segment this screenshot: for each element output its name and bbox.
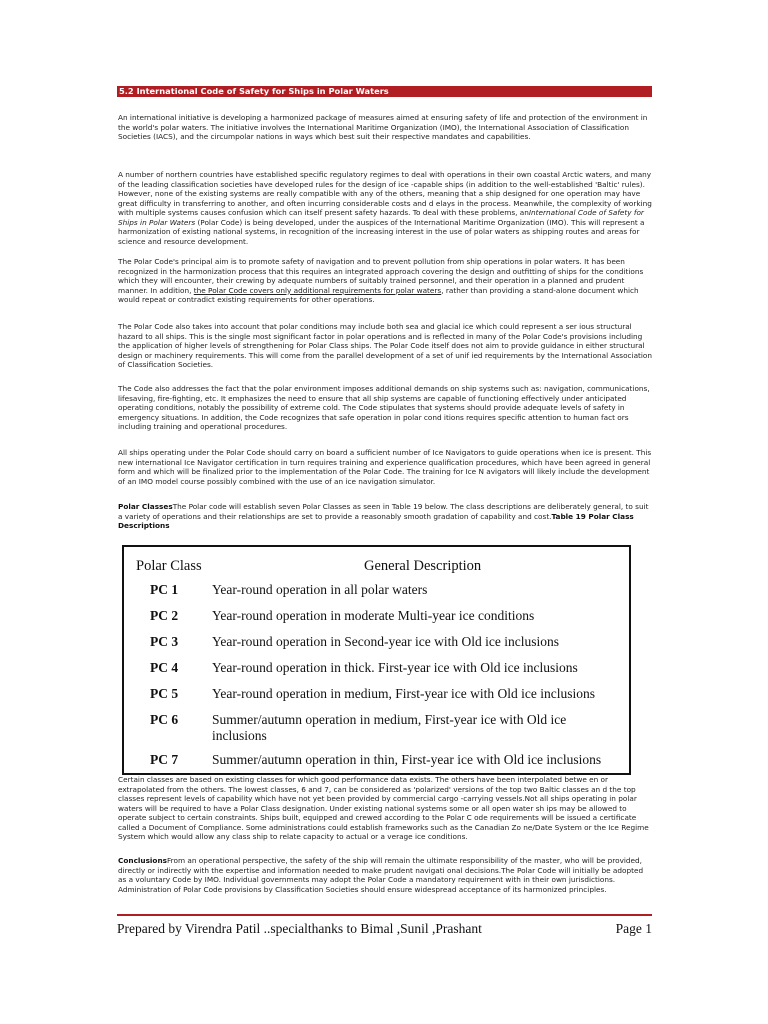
paragraph-ice-navigators — [118, 448, 653, 486]
polar-class-description: Year-round operation in Second-year ice with Old ice inclusions — [212, 634, 560, 649]
paragraph-text: , rather than providing a stand-alone document which would repeat or contradict existing requirements for other operations. — [118, 285, 639, 304]
section-heading-bar — [117, 86, 652, 97]
polar-class-label: PC 3 — [150, 634, 179, 649]
table-caption: Table 19 Polar Class Descriptions — [118, 511, 634, 530]
polar-class-description: Year-round operation in medium, First-year ice with Old ice inclusions — [212, 686, 596, 701]
paragraph-text: The Polar Code also takes into account that polar conditions may include both sea and glacial ice which could represent a ser ious structural hazard to all ships. This is the single most significant factor in polar operations and is reflected in many of the Polar Code's provisions including the application of higher levels of strengthening for Polar Class ships. The Polar Code itself does not aim to provide guidance in either structural design or machinery requirements. This will come from the parallel development of a set of unif ied requirements by the International Association of Classification Societies. — [118, 322, 653, 369]
paragraph-intro — [118, 113, 653, 142]
paragraph-text: A number of northern countries have established specific regulatory regimes to deal with operations in their own coastal Arctic waters, and many of the leading classification societies have developed rules for the design of ice -capable ships (in addition to the well-established 'Baltic' rules). However, none of the existing systems are really compatible with any of the others, meaning that a ship designed for one operation may have great difficulty in transferring to another, and often incurring considerable costs and d elays in the process. Meanwhile, the complexity of working with multiple systems causes confusion which can itself present safety hazards. To deal with these problems, an — [118, 170, 652, 217]
table-header-general-description: General Description — [364, 558, 482, 574]
polar-classes-heading: Polar Classes — [118, 502, 173, 511]
polar-class-label: PC 1 — [150, 582, 179, 597]
polar-class-description: Summer/autumn operation in medium, First-year ice with Old ice inclusions — [212, 712, 567, 743]
paragraph-polar-classes — [118, 502, 653, 531]
polar-class-description: Year-round operation in all polar waters — [212, 582, 428, 597]
paragraph-conclusions — [118, 856, 653, 894]
footer-divider — [117, 914, 652, 916]
paragraph-text: An international initiative is developing a harmonized package of measures aimed at ensuring safety of life and protection of the environment in the world's polar waters. The initiative involves the International Maritime Organization (IMO), the International Association of Classification Societies (IACS), and the circumpolar nations in ways which best suit their respective mandates and capabilities. — [118, 113, 648, 141]
underlined-text: the Polar Code covers only additional requirements for polar waters — [193, 285, 442, 295]
polar-class-label: PC 7 — [150, 752, 179, 767]
paragraph-ship-systems — [118, 384, 653, 432]
paragraph-text: The Polar code will establish seven Polar Classes as seen in Table 19 below. The class descriptions are deliberately general, to suit a variety of operations and their relationships are set to provide a reasonably smooth gradation of capability and cost. — [118, 502, 649, 521]
paragraph-northern-countries — [118, 170, 653, 246]
polar-class-label: PC 5 — [150, 686, 179, 701]
polar-class-label: PC 2 — [150, 608, 179, 623]
polar-class-label: PC 6 — [150, 712, 179, 727]
polar-class-description: Year-round operation in thick. First-year ice with Old ice inclusions — [212, 660, 578, 675]
paragraph-text: (Polar Code) is being developed, under the auspices of the International Maritime Organization (IMO). This will represent a harmonization of existing national systems, in recognition of the increasing interest in the use of polar waters as shipping routes and areas for science and resource development. — [118, 217, 645, 246]
footer-credit: Prepared by Virendra Patil ..specialthanks to Bimal ,Sunil ,Prashant — [117, 921, 482, 936]
table-header-polar-class: Polar Class — [136, 558, 202, 574]
polar-class-description: Summer/autumn operation in thin, First-year ice with Old ice inclusions — [212, 752, 602, 767]
page-number: Page 1 — [615, 921, 652, 936]
paragraph-class-basis — [118, 775, 653, 842]
paragraph-text: Certain classes are based on existing classes for which good performance data exists. The others have been interpolated betwe en or extrapolated from the others. The lowest classes, 6 and 7, can be considered as 'polarized' versions of the top two Baltic classes an d the top classes represent levels of capability which have not yet been provided by commercial cargo -carrying vessels.Not all ships operating in polar waters will be required to have a Polar Class designation. Under existing national systems some or all open water sh ips may be allowed to operate subject to certain constraints. Ships built, equipped and crewed according to the Polar C ode requirements will be issued a certificate called a Document of Compliance. Some administrations could establish frameworks such as the Canadian Zo ne/Date System or the Ice Regime System which would allow any class ship to relate capacity to actual or a verage ice conditions. — [118, 775, 649, 841]
polar-class-table — [122, 545, 631, 775]
polar-class-label: PC 4 — [150, 660, 179, 675]
paragraph-text: All ships operating under the Polar Code should carry on board a sufficient number of Ice Navigators to guide operations when ice is present. This new international Ice Navigator certification in turn requires training and experience qualification procedures, which have been agreed in general form and which will be finalized prior to the implementation of the Polar Code. The training for Ice N avigators will likely include the development of an IMO model course possibly combined with the use of an ice navigation simulator. — [118, 448, 652, 486]
paragraph-text: The Polar Code's principal aim is to promote safety of navigation and to prevent pollution from ship operations in polar waters. It has been recognized in the harmonization process that this requires an integrated approach covering the design and outfitting of ships for the conditions which they will encounter, their crewing by adequate numbers of suitably trained personnel, and their operation in a planned and prudent manner. In addition, — [118, 257, 644, 295]
polar-class-description: Year-round operation in moderate Multi-year ice conditions — [212, 608, 535, 623]
section-title: 5.2 International Code of Safety for Ships in Polar Waters — [119, 86, 389, 96]
paragraph-principal-aim — [118, 257, 653, 305]
paragraph-text: From an operational perspective, the safety of the ship will remain the ultimate responsibility of the master, who will be provided, directly or indirectly with the expertise and information needed to make prudent navigati onal decisions.The Polar Code will initially be adopted as a voluntary Code by IMO. Individual governments may adopt the Polar Code a mandatory requirement with in their own jurisdictions. Administration of Polar Code provisions by Classification Societies should ensure widespread acceptance of its harmonized principles. — [118, 856, 644, 894]
paragraph-text: The Code also addresses the fact that the polar environment imposes additional demands on ship systems such as: navigation, communications, lifesaving, fire-fighting, etc. It emphasizes the need to ensure that all ship systems are capable of functioning effectively under anticipated operating conditions, notably the possibility of extreme cold. The Code stipulates that systems should provide adequate levels of safety in emergency situations. In addition, the Code recognizes that safe operation in polar cond itions requires specific attention to human fact ors including training and operational procedures. — [118, 384, 650, 431]
paragraph-ice-hazard — [118, 322, 653, 370]
conclusions-heading: Conclusions — [118, 856, 167, 865]
code-title-italic: International Code of Safety for Ships in Polar Waters — [118, 208, 644, 227]
